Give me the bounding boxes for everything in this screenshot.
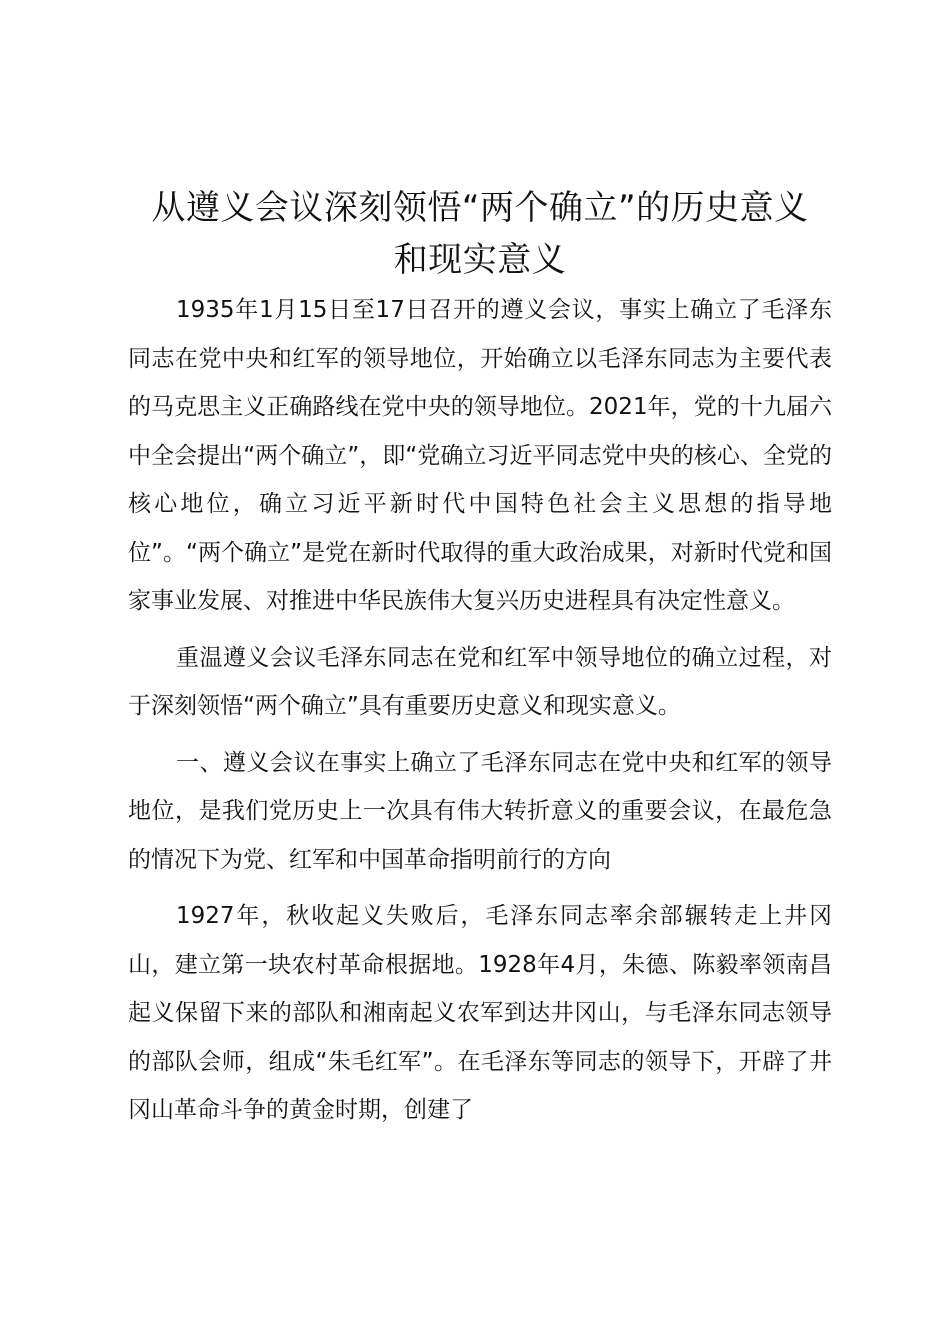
document-title [128,182,832,286]
section-heading-1: 一、遵义会议在事实上确立了毛泽东同志在党中央和红军的领导地位，是我们党历史上一次具有伟大转折意义的重要会议，在最危急的情况下为党、红军和中国革命指明前行的方向 [128,749,832,873]
paragraph-1: 1935年1月15日至17日召开的遵义会议，事实上确立了毛泽东同志在党中央和红军的领导地位，开始确立以毛泽东同志为主要代表的马克思主义正确路线在党中央的领导地位。2021年，党的十九届六中全会提出“两个确立”，即“党确立习近平同志党中央的核心、全党的核心地位，确立习近平新时代中国特色社会主义思想的指导地位”。“两个确立”是党在新时代取得的重大政治成果，对新时代党和国家事业发展、对推进中华民族伟大复兴历史进程具有决定性意义。 [128,297,832,614]
paragraph-2: 重温遵义会议毛泽东同志在党和红军中领导地位的确立过程，对于深刻领悟“两个确立”具有重要历史意义和现实意义。 [128,644,832,719]
document-page [128,182,832,1143]
title-line-2: 和现实意义 [393,240,567,280]
paragraph-3: 1927年，秋收起义失败后，毛泽东同志率余部辗转走上井冈山，建立第一块农村革命根据地。1928年4月，朱德、陈毅率领南昌起义保留下来的部队和湘南起义农军到达井冈山，与毛泽东同志领导的部队会师，组成“朱毛红军”。在毛泽东等同志的领导下，开辟了井冈山革命斗争的黄金时期，创建了 [128,903,832,1123]
title-line-1: 从遵义会议深刻领悟“两个确立”的历史意义 [151,188,809,228]
